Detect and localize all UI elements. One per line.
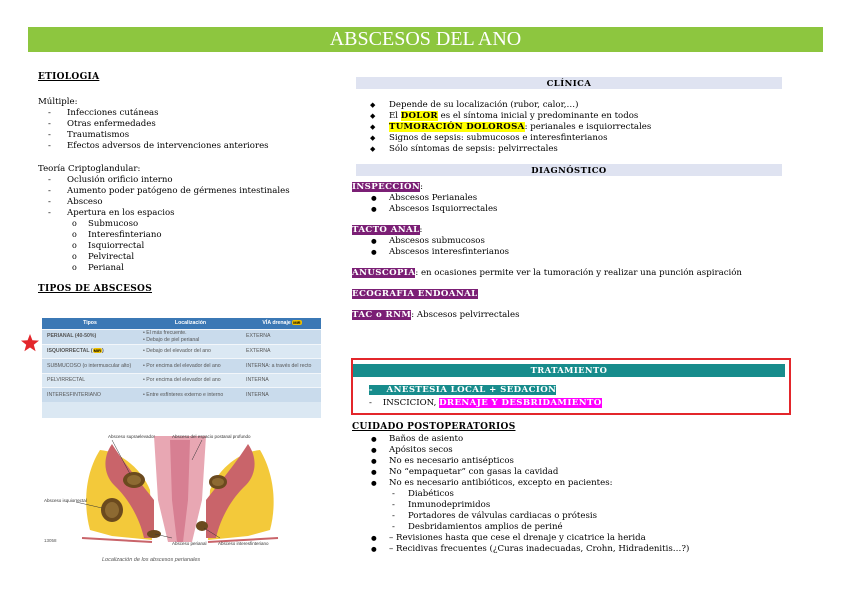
text: Desbridamientos amplios de periné xyxy=(408,521,563,532)
diagnostico-heading: DIAGNÓSTICO xyxy=(356,164,782,176)
espacio-item: o Isquiorrectal xyxy=(38,241,328,252)
tacto-item: ● Abscesos submucosos xyxy=(352,236,792,247)
clinica-item xyxy=(352,111,792,122)
etiologia-item: - Otras enfermedades xyxy=(38,119,328,130)
ecografia-label: ECOGRAFIA ENDOANAL xyxy=(352,289,478,299)
table-cell-text: ISQUIORRECTAL xyxy=(47,348,90,355)
tratamiento-heading: TRATAMIENTO xyxy=(353,364,785,377)
cuidado-block xyxy=(352,422,792,555)
table-cell: INTERNA xyxy=(246,377,269,384)
table-row xyxy=(42,358,321,373)
col-header-label: VÍA drenaje xyxy=(262,320,291,327)
table-header xyxy=(42,318,321,329)
cuidado-item: ● No es necesario antibióticos, excepto en pacientes: xyxy=(352,478,792,489)
highlight-dolor: DOLOR xyxy=(400,111,438,121)
col-header: Localización xyxy=(174,320,207,327)
table-row xyxy=(42,387,321,402)
clinica-item: ◆ Sólo síntomas de sepsis: pelvirrectales xyxy=(352,144,792,155)
table-cell: PELVIRRECTAL xyxy=(47,377,86,384)
table-row xyxy=(42,329,321,344)
table-cell: • Debajo del elevador del ano xyxy=(143,348,211,355)
right-column xyxy=(352,77,792,321)
espacio-item: o Pelvirectal xyxy=(38,252,328,263)
multiple-label: Múltiple: xyxy=(38,96,78,107)
cuidado-item: ● Baños de asiento xyxy=(352,434,792,445)
tac-line xyxy=(352,310,792,321)
page-title: ABSCESOS DEL ANO xyxy=(329,28,522,50)
anuscopia-line xyxy=(352,268,792,279)
text: Portadores de válvulas cardiacas o prótesis xyxy=(408,510,598,521)
cuidado-subitem: - Inmunodeprimidos xyxy=(392,499,491,510)
tratamiento-item-text: ANESTESIA LOCAL + SEDACION xyxy=(386,385,557,395)
table-row xyxy=(42,373,321,388)
tratamiento-item: - INSCICION, DRENAJE Y DESBRIDAMIENTO xyxy=(369,398,602,408)
tipos-table xyxy=(42,318,321,418)
label-postanal: Absceso del espacio postanal profundo xyxy=(172,434,251,439)
text: Diabéticos xyxy=(408,488,454,499)
teoria-item: - Oclusión orificio interno xyxy=(38,175,328,186)
table-cell: EXTERNA xyxy=(246,333,271,340)
table-row xyxy=(42,344,321,359)
table-cell: INTERNA: a través del recto xyxy=(246,362,312,369)
espacio-item: o Submucoso xyxy=(38,219,328,230)
table-cell: SUBMUCOSO (o intermuscular alto) xyxy=(47,362,132,369)
tac-text: : Abscesos pelvirrectales xyxy=(411,310,520,320)
table-cell xyxy=(138,330,243,343)
label-supraelevador: Absceso supraelevador xyxy=(108,434,156,439)
table-cell: EXTERNA xyxy=(246,348,271,355)
clinica-item: ◆ Depende de su localización (rubor, calor,…) xyxy=(352,100,792,111)
cuidado-item: ● No es necesario antisépticos xyxy=(352,456,792,467)
drenaje-highlight: DRENAJE Y DESBRIDAMIENTO xyxy=(439,398,602,408)
tacto-label: TACTO ANAL xyxy=(352,225,420,235)
cuidado-subitem: - Diabéticos xyxy=(392,488,454,499)
table-cell: INTERNA xyxy=(246,391,269,398)
red-star-icon xyxy=(20,333,40,353)
table-cell: ISQUIORRECTAL (MIR) xyxy=(47,348,104,355)
mir-badge: MIR xyxy=(293,320,301,326)
inspeccion-label: INSPECCIÓN xyxy=(352,182,421,192)
cuidado-subitem: - Desbridamientos amplios de periné xyxy=(392,521,563,532)
anuscopia-text: : en ocasiones permite ver la tumoración y realizar una punción aspiración xyxy=(415,268,742,278)
etiologia-item: - Infecciones cutáneas xyxy=(38,108,328,119)
figure-caption: Localización de los abscesos perianales xyxy=(102,557,201,563)
left-column xyxy=(38,72,328,295)
teoria-item: - Apertura en los espacios xyxy=(38,208,328,219)
anatomy-illustration xyxy=(42,430,318,564)
ecografia-line xyxy=(352,289,792,300)
table-cell: • Por encima del elevador del ano xyxy=(143,377,221,384)
col-header: Tipos xyxy=(83,320,97,327)
anuscopia-label: ANUSCOPIA xyxy=(352,268,416,278)
etiologia-item: - Efectos adversos de intervenciones anteriores xyxy=(38,141,328,152)
figure-code: 13058 xyxy=(44,538,57,543)
cuidado-item: ● No “empaquetar” con gasas la cavidad xyxy=(352,467,792,478)
cuidado-item: ● – Revisiones hasta que cese el drenaje y cicatrice la herida xyxy=(352,533,792,544)
cuidado-item: ● – Recidivas frecuentes (¿Curas inadecuadas, Crohn, Hidradenitis…?) xyxy=(352,544,792,555)
tipos-heading: TIPOS DE ABSCESOS xyxy=(38,283,152,294)
cuidado-item: ● Apósitos secos xyxy=(352,445,792,456)
anestesia-highlight: - ANESTESIA LOCAL + SEDACION xyxy=(369,385,557,395)
tratamiento-item xyxy=(369,385,556,396)
inspeccion-block: INSPECCIÓN: ● Abscesos Perianales ● Abscesos Isquiorrectales xyxy=(352,182,792,215)
clinica-list xyxy=(352,100,792,155)
teoria-label: Teoría Criptoglandular: xyxy=(38,163,141,174)
label-perianal: Absceso perianal xyxy=(172,541,207,546)
clinica-item: ◆ Signos de sepsis: submucosos e interesfinterianos xyxy=(352,133,792,144)
inspeccion-item: ● Abscesos Perianales xyxy=(352,193,792,204)
tacto-block: TACTO ANAL: ● Abscesos submucosos ● Abscesos interesfinterianos xyxy=(352,225,792,258)
espacio-item: o Interesfinteriano xyxy=(38,230,328,241)
tratamiento-box xyxy=(351,358,791,415)
text: INSCICION, xyxy=(382,398,440,408)
highlight-tumoracion: TUMORACIÓN DOLOROSA xyxy=(389,122,525,132)
table-cell-line: • Debajo de piel perianal xyxy=(143,336,200,343)
teoria-item: - Absceso xyxy=(38,197,328,208)
label-interesfinteriano: Absceso interesfinteriano xyxy=(218,541,269,546)
label-isquiorrectal: Absceso isquiorrectal xyxy=(44,498,87,503)
etiologia-heading: ETIOLOGIA xyxy=(38,72,100,82)
table-cell: • Entre esfínteres externo e interno xyxy=(143,391,224,398)
inspeccion-item: ● Abscesos Isquiorrectales xyxy=(352,204,792,215)
col-header xyxy=(243,320,321,327)
text: es el síntoma inicial y predominante en todos xyxy=(437,111,639,121)
table-cell: PERIANAL (40-50%) xyxy=(47,333,97,340)
title-banner xyxy=(28,27,823,52)
cuidado-subitem: - Portadores de válvulas cardiacas o prótesis xyxy=(392,510,598,521)
tacto-item: ● Abscesos interesfinterianos xyxy=(352,247,792,258)
cuidado-heading: CUIDADO POSTOPERATORIOS xyxy=(352,422,516,432)
teoria-item: - Aumento poder patógeno de gérmenes intestinales xyxy=(38,186,328,197)
text: : perianales e isquiorrectales xyxy=(524,122,652,132)
table-cell: INTERESFINTERIANO xyxy=(47,391,101,398)
clinica-item xyxy=(352,122,792,133)
table-cell-line: • El más frecuente. xyxy=(143,330,187,337)
text: Inmunodeprimidos xyxy=(408,499,491,510)
clinica-heading: CLÍNICA xyxy=(356,77,782,89)
tac-label: TAC o RNM xyxy=(352,310,412,320)
table-cell: • Por encima del elevador del ano xyxy=(143,362,221,369)
mir-badge: MIR xyxy=(93,348,101,354)
text: El xyxy=(389,111,401,121)
etiologia-item: - Traumatismos xyxy=(38,130,328,141)
espacio-item: o Perianal xyxy=(38,263,328,274)
